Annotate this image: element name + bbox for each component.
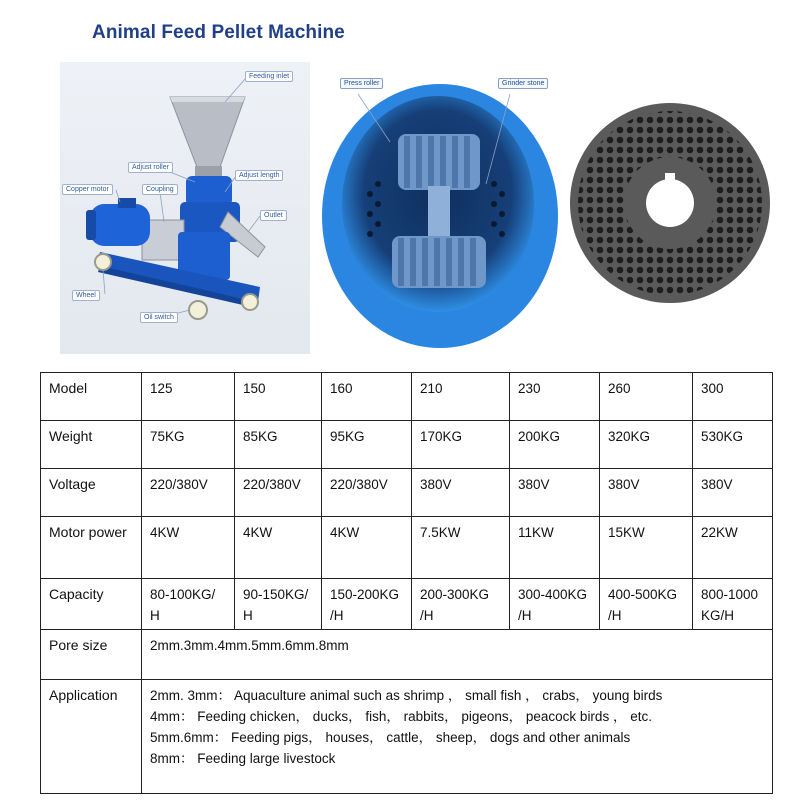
callout-feeding-inlet: Feeding inlet	[245, 71, 293, 82]
cell-value: 4KW	[235, 517, 322, 579]
cell-value: 150	[235, 373, 322, 421]
die-plate-photo	[565, 85, 775, 315]
cell-value: 125	[142, 373, 235, 421]
chamber-photo	[318, 64, 568, 354]
table-row-pore-size	[41, 630, 773, 680]
cell-value: 22KW	[693, 517, 773, 579]
application-line: 2mm. 3mm： Aquaculture animal such as shrimp ， small fish ， crabs， young birds	[150, 688, 663, 703]
cell-value: 75KG	[142, 421, 235, 469]
callout-coupling: Coupling	[142, 184, 178, 195]
row-label: Motor power	[41, 517, 142, 579]
cell-value: 380V	[600, 469, 693, 517]
cell-value: 380V	[693, 469, 773, 517]
cell-value: 4KW	[322, 517, 412, 579]
cell-value: 95KG	[322, 421, 412, 469]
row-label: Capacity	[41, 579, 142, 630]
cell-value: 300	[693, 373, 773, 421]
pellet-machine-illustration	[60, 62, 310, 354]
application-line: 5mm.6mm： Feeding pigs， houses， cattle， sheep， dogs and other animals	[150, 730, 631, 745]
page-title: Animal Feed Pellet Machine	[92, 22, 345, 43]
callout-oil-switch: Oil switch	[140, 312, 178, 323]
cell-value: 300-400KG /H	[510, 579, 600, 630]
cell-value: 380V	[510, 469, 600, 517]
cell-value: 260	[600, 373, 693, 421]
cell-value: 200KG	[510, 421, 600, 469]
application-line: 4mm： Feeding chicken， ducks， fish， rabbits， pigeons， peacock birds ， etc.	[150, 709, 652, 724]
row-label: Pore size	[41, 630, 142, 680]
machine-photo	[60, 62, 310, 354]
spec-table	[40, 372, 773, 794]
application-text	[142, 680, 773, 794]
row-label: Weight	[41, 421, 142, 469]
cell-value: 220/380V	[235, 469, 322, 517]
cell-value: 85KG	[235, 421, 322, 469]
die-plate-illustration	[565, 85, 775, 315]
cell-value: 160	[322, 373, 412, 421]
cell-value: 7.5KW	[412, 517, 510, 579]
cell-value: 320KG	[600, 421, 693, 469]
cell-value: 220/380V	[322, 469, 412, 517]
cell-value: 230	[510, 373, 600, 421]
application-line: 8mm： Feeding large livestock	[150, 751, 336, 766]
row-label: Application	[41, 680, 142, 794]
cell-value: 530KG	[693, 421, 773, 469]
callout-wheel: Wheel	[72, 290, 100, 301]
callout-adjust-length: Adjust length	[235, 170, 283, 181]
cell-value: 4KW	[142, 517, 235, 579]
row-label: Model	[41, 373, 142, 421]
cell-value: 380V	[412, 469, 510, 517]
table-row-model	[41, 373, 773, 421]
cell-value: 80-100KG/ H	[142, 579, 235, 630]
table-row-application	[41, 680, 773, 794]
callout-press-roller: Press roller	[340, 78, 383, 89]
cell-value: 400-500KG /H	[600, 579, 693, 630]
cell-value: 15KW	[600, 517, 693, 579]
row-label: Voltage	[41, 469, 142, 517]
pore-size-value: 2mm.3mm.4mm.5mm.6mm.8mm	[142, 630, 773, 680]
table-row-voltage	[41, 469, 773, 517]
table-row-weight	[41, 421, 773, 469]
cell-value: 11KW	[510, 517, 600, 579]
table-row-motor-power	[41, 517, 773, 579]
press-chamber-illustration	[318, 64, 568, 354]
cell-value: 800-1000 KG/H	[693, 579, 773, 630]
cell-value: 150-200KG /H	[322, 579, 412, 630]
cell-value: 200-300KG /H	[412, 579, 510, 630]
callout-adjust-roller: Adjust roller	[128, 162, 173, 173]
cell-value: 170KG	[412, 421, 510, 469]
callout-outlet: Outlet	[260, 210, 287, 221]
callout-grinder-stone: Grinder stone	[498, 78, 548, 89]
cell-value: 220/380V	[142, 469, 235, 517]
table-row-capacity	[41, 579, 773, 630]
callout-copper-motor: Copper motor	[62, 184, 113, 195]
cell-value: 210	[412, 373, 510, 421]
cell-value: 90-150KG/ H	[235, 579, 322, 630]
